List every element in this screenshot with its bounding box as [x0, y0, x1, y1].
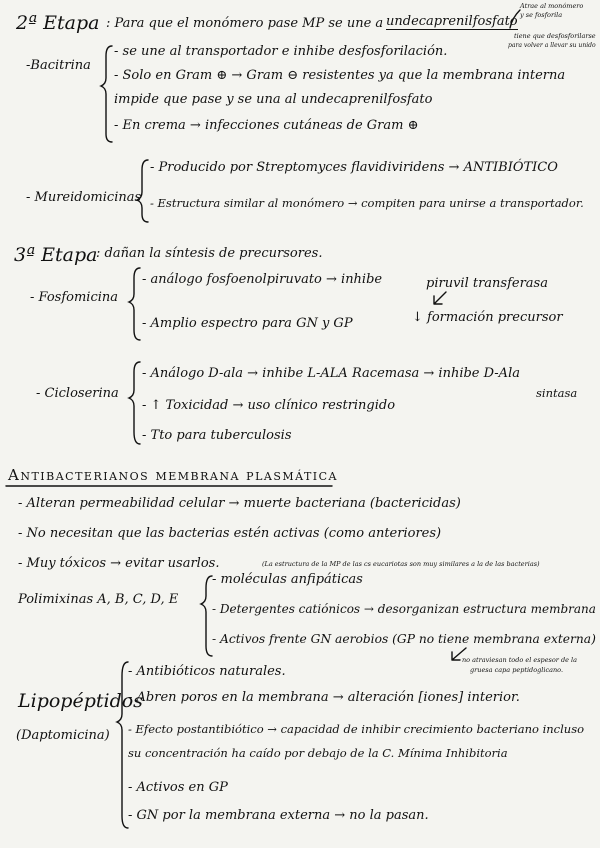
- membrana-line-3-note: (La estructura de la MP de las cs eucariotas son muy similares a la de las bacterias): [262, 560, 540, 568]
- target-arrow: [434, 292, 446, 304]
- etapa2-heading: 2ª Etapa: [16, 12, 100, 34]
- etapa2-side-note-4: para volver a llevar su unido: [508, 42, 596, 49]
- lipopeptidos-sublabel: (Daptomicina): [16, 728, 110, 743]
- fosfomicina-effect: ↓ formación precursor: [412, 310, 563, 325]
- fosfomicina-line-1: - análogo fosfoenolpiruvato → inhibe: [142, 272, 383, 287]
- etapa2-side-note-3: tiene que desfosforilarse: [514, 32, 596, 40]
- bacitrina-line-4: - En crema → infecciones cutáneas de Gram ⊕: [114, 118, 419, 133]
- fosfomicina-line-2: - Amplio espectro para GN y GP: [142, 316, 353, 331]
- polimixinas-note-2: gruesa capa peptidoglicano.: [470, 666, 564, 674]
- polimixinas-brace: [201, 576, 212, 656]
- polimixinas-line-2: - Detergentes catiónicos → desorganizan estructura membrana: [212, 602, 596, 616]
- bacitrina-line-2: - Solo en Gram ⊕ → Gram ⊖ resistentes ya que la membrana interna: [114, 68, 566, 83]
- bacitrina-line-3: impide que pase y se una al undecaprenilfosfato: [114, 92, 433, 107]
- cicloserina-brace: [129, 362, 140, 444]
- membrana-line-2: - No necesitan que las bacterias estén activas (como anteriores): [18, 526, 442, 541]
- cicloserina-line-3: - Tto para tuberculosis: [142, 428, 292, 443]
- etapa2-intro-term: undecaprenilfosfato: [386, 14, 518, 29]
- cicloserina-label: - Cicloserina: [36, 386, 119, 401]
- mureidomicinas-line-2: - Estructura similar al monómero → compiten para unirse a transportador.: [150, 196, 584, 210]
- bacitrina-line-1: - se une al transportador e inhibe desfosforilación.: [114, 44, 448, 59]
- polimixinas-label: Polimixinas A, B, C, D, E: [18, 592, 179, 607]
- etapa2-side-note-1: Atrae al monómero: [520, 2, 584, 10]
- cicloserina-line-2: - ↑ Toxicidad → uso clínico restringido: [142, 398, 396, 413]
- lipopeptidos-label: Lipopéptidos: [18, 690, 143, 712]
- polimixinas-note-1: no atraviesan todo el espesor de la: [462, 656, 577, 664]
- bacitrina-brace: [101, 46, 112, 142]
- membrana-line-3: - Muy tóxicos → evitar usarlos.: [18, 556, 220, 571]
- etapa2-intro: : Para que el monómero pase MP se une a: [106, 16, 384, 31]
- lipopeptidos-line-3: - Efecto postantibiótico → capacidad de inhibir crecimiento bacteriano incluso: [128, 722, 585, 736]
- fosfomicina-target: piruvil transferasa: [426, 276, 548, 291]
- bacitrina-label: -Bacitrina: [26, 58, 91, 73]
- etapa3-intro: : dañan la síntesis de precursores.: [96, 246, 323, 261]
- lipopeptidos-brace: [117, 662, 128, 828]
- etapa2-side-note-2: y se fosforila: [520, 11, 563, 19]
- cicloserina-line-1b: sintasa: [536, 386, 578, 400]
- cicloserina-line-1: - Análogo D-ala → inhibe L-ALA Racemasa → inhibe D-Ala: [142, 366, 520, 381]
- lipopeptidos-line-4: su concentración ha caído por debajo de la C. Mínima Inhibitoria: [128, 746, 508, 760]
- membrana-title: Antibacterianos membrana plasmática: [8, 466, 339, 484]
- mureidomicinas-line-1: - Producido por Streptomyces flavidiviridens → ANTIBIÓTICO: [150, 160, 558, 175]
- lipopeptidos-line-5: - Activos en GP: [128, 780, 228, 795]
- lipopeptidos-line-6: - GN por la membrana externa → no la pasan.: [128, 808, 429, 823]
- mureidomicinas-label: - Mureidomicinas: [26, 190, 142, 205]
- polimixinas-line-1: - moléculas anfipáticas: [212, 572, 363, 587]
- etapa3-heading: 3ª Etapa: [14, 244, 98, 266]
- fosfomicina-brace: [129, 268, 140, 340]
- fosfomicina-label: - Fosfomicina: [30, 290, 119, 305]
- lipopeptidos-line-2: - Abren poros en la membrana → alteración [iones] interior.: [128, 690, 520, 705]
- lipopeptidos-line-1: - Antibióticos naturales.: [128, 664, 286, 679]
- membrana-line-1: - Alteran permeabilidad celular → muerte bacteriana (bactericidas): [18, 496, 461, 511]
- polimixinas-line-3: - Activos frente GN aerobios (GP no tiene membrana externa): [212, 632, 596, 646]
